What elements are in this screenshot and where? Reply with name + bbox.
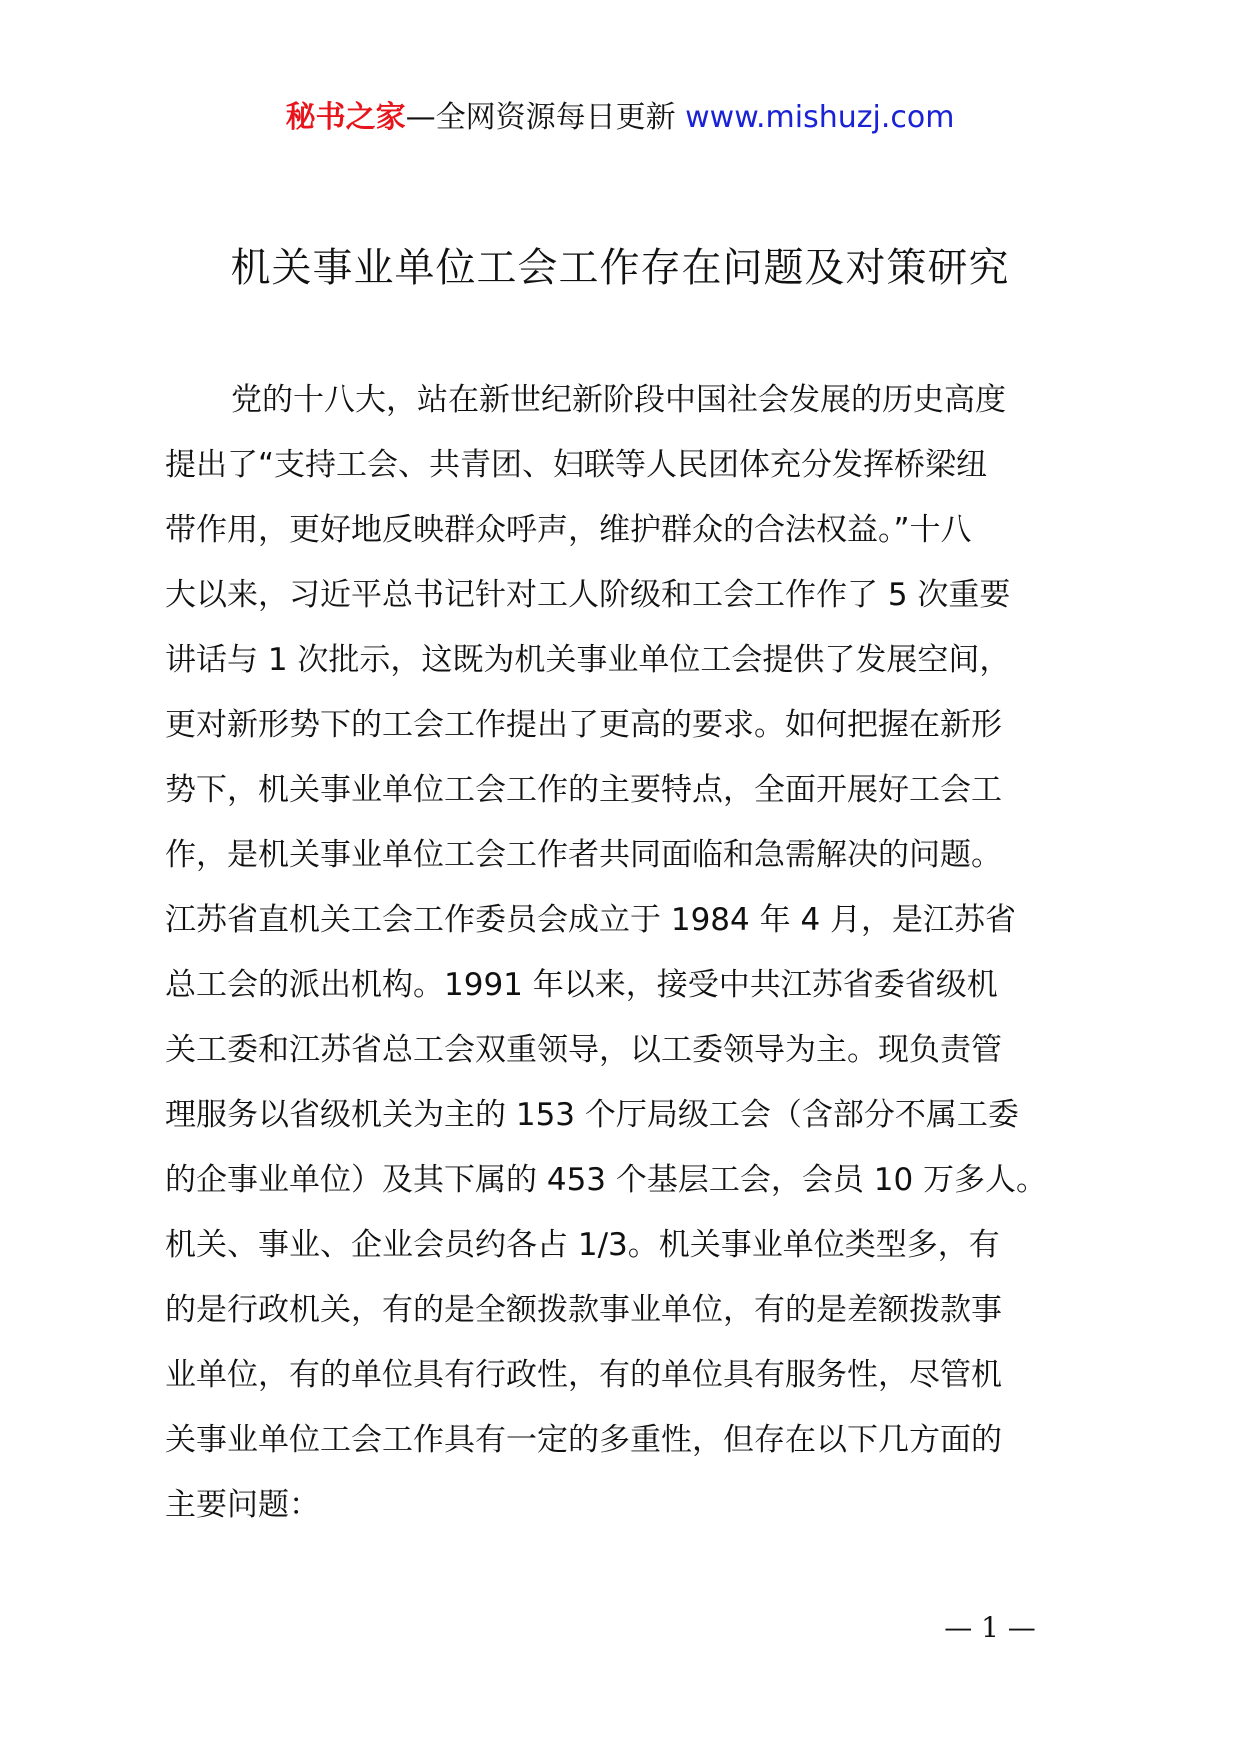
body-line: 势下，机关事业单位工会工作的主要特点，全面开展好工会工 [165, 772, 1002, 808]
body-line: 带作用，更好地反映群众呼声，维护群众的合法权益。”十八 [165, 512, 972, 548]
body-line: 提出了“支持工会、共青团、妇联等人民团体充分发挥桥梁纽 [165, 447, 988, 483]
body-line: 更对新形势下的工会工作提出了更高的要求。如何把握在新形 [165, 707, 1002, 743]
body-line: 理服务以省级机关为主的 153 个厅局级工会（含部分不属工委 [165, 1097, 1019, 1133]
body-line: 业单位，有的单位具有行政性，有的单位具有服务性，尽管机 [165, 1357, 1002, 1393]
body-line: 主要问题： [165, 1487, 320, 1523]
body-line: 机关、事业、企业会员约各占 1/3。机关事业单位类型多，有 [165, 1227, 1000, 1263]
body-line: 作，是机关事业单位工会工作者共同面临和急需解决的问题。 [165, 837, 1002, 873]
body-line: 关工委和江苏省总工会双重领导，以工委领导为主。现负责管 [165, 1032, 1002, 1068]
body-line: 党的十八大，站在新世纪新阶段中国社会发展的历史高度 [231, 382, 1006, 418]
site-url[interactable]: www.mishuzj.com [685, 100, 955, 135]
page-number: — 1 — [944, 1611, 1036, 1644]
body-line: 的企事业单位）及其下属的 453 个基层工会，会员 10 万多人。 [165, 1162, 1048, 1198]
site-slogan: —全网资源每日更新 [405, 100, 676, 135]
body-line: 讲话与 1 次批示，这既为机关事业单位工会提供了发展空间， [165, 642, 1011, 678]
body-line: 总工会的派出机构。1991 年以来，接受中共江苏省委省级机 [165, 967, 998, 1003]
body-line: 关事业单位工会工作具有一定的多重性，但存在以下几方面的 [165, 1422, 1002, 1458]
body-paragraph [165, 368, 1100, 1538]
body-line: 大以来，习近平总书记针对工人阶级和工会工作作了 5 次重要 [165, 577, 1011, 613]
site-header [0, 98, 1240, 138]
site-brand: 秘书之家 [285, 100, 406, 135]
body-line: 江苏省直机关工会工作委员会成立于 1984 年 4 月，是江苏省 [165, 902, 1017, 938]
body-line: 的是行政机关，有的是全额拨款事业单位，有的是差额拨款事 [165, 1292, 1002, 1328]
document-title: 机关事业单位工会工作存在问题及对策研究 [230, 245, 1010, 291]
